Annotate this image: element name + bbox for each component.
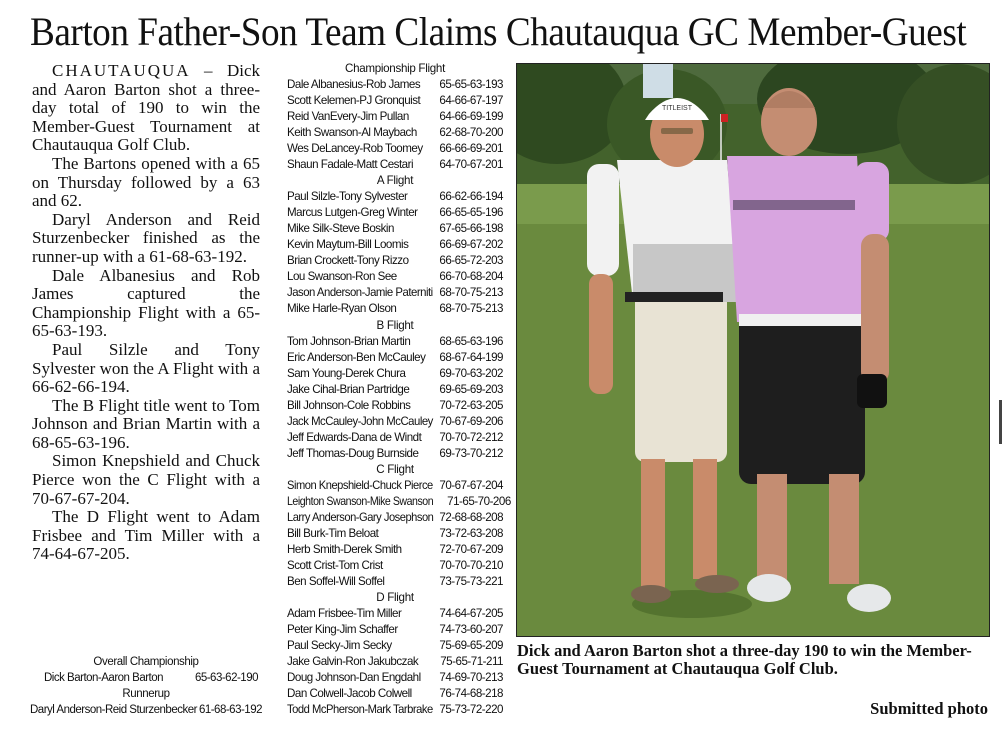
team-score: 75-65-71-211 xyxy=(440,655,503,669)
team-name: Mike Silk-Steve Boskin xyxy=(287,222,394,236)
result-row xyxy=(287,446,503,462)
belt-white xyxy=(739,314,863,326)
sandal xyxy=(695,575,739,593)
team-name: Brian Crockett-Tony Rizzo xyxy=(287,254,409,268)
team-name: Doug Johnson-Dan Engdahl xyxy=(287,671,421,685)
team-name: Bill Johnson-Cole Robbins xyxy=(287,398,411,412)
result-row xyxy=(287,157,503,173)
team-name: Dale Albanesius-Rob James xyxy=(287,78,421,92)
result-row xyxy=(287,686,503,702)
flight-heading: C Flight xyxy=(376,462,414,476)
team-score: 64-66-69-199 xyxy=(439,110,503,124)
overall-heading: Overall Championship xyxy=(93,656,199,668)
team-score: 64-66-67-197 xyxy=(439,94,503,108)
result-row xyxy=(287,125,503,141)
team-name: Paul Secky-Jim Secky xyxy=(287,639,392,653)
result-row xyxy=(30,670,262,686)
team-name: Herb Smith-Derek Smith xyxy=(287,542,402,556)
team-score: 65-65-63-193 xyxy=(439,78,503,92)
team-name: Ben Soffel-Will Soffel xyxy=(287,575,385,588)
result-row xyxy=(287,141,503,157)
team-name: Scott Kelemen-PJ Gronquist xyxy=(287,94,421,108)
result-row xyxy=(287,526,503,542)
team-name: Dick Barton-Aaron Barton xyxy=(44,672,164,684)
shorts-khaki xyxy=(635,292,727,462)
leg xyxy=(693,459,717,579)
team-name: Shaun Fadale-Matt Cestari xyxy=(287,158,414,172)
team-name: Jason Anderson-Jamie Paterniti xyxy=(287,286,433,300)
team-score: 76-74-68-218 xyxy=(439,687,503,701)
team-score: 61-68-63-192 xyxy=(198,704,262,716)
leg xyxy=(829,474,859,584)
team-score: 64-70-67-201 xyxy=(439,158,503,172)
result-row xyxy=(287,478,503,494)
team-score: 68-65-63-196 xyxy=(439,334,503,348)
team-name: Jeff Edwards-Dana de Windt xyxy=(287,430,422,444)
story-paragraph: Daryl Anderson and Reid Sturzenbecker finished as the runner-up with a 61-68-63-192. xyxy=(32,209,260,266)
team-name: Wes DeLancey-Rob Toomey xyxy=(287,142,423,156)
team-name: Tom Johnson-Brian Martin xyxy=(287,334,411,348)
sandal xyxy=(631,585,671,603)
story-paragraph: The B Flight title went to Tom Johnson and Brian Martin with a 68-65-63-196. xyxy=(32,395,260,452)
team-score: 75-73-72-220 xyxy=(439,703,503,717)
result-row xyxy=(287,702,503,718)
headline: Barton Father-Son Team Claims Chautauqua GC Member-Guest xyxy=(30,9,967,54)
team-name: Jack McCauley-John McCauley xyxy=(287,414,433,428)
photo-credit: Submitted photo xyxy=(870,699,988,718)
team-name: Eric Anderson-Ben McCauley xyxy=(287,350,426,364)
result-row xyxy=(287,285,503,301)
team-score: 68-70-75-213 xyxy=(439,302,503,316)
result-row xyxy=(287,301,503,317)
result-row xyxy=(287,606,503,622)
result-row xyxy=(287,542,503,558)
team-name: Lou Swanson-Ron See xyxy=(287,270,397,284)
team-name: Bill Burk-Tim Beloat xyxy=(287,526,379,540)
team-score: 69-73-70-212 xyxy=(439,446,503,460)
result-row xyxy=(287,414,503,430)
team-name: Peter King-Jim Schaffer xyxy=(287,623,398,637)
photo-caption: Dick and Aaron Barton shot a three-day 190 to win the Member-Guest Tournament at Chautauqua Golf Club. xyxy=(517,641,972,678)
team-name: Leighton Swanson-Mike Swanson xyxy=(287,494,434,508)
result-row xyxy=(287,510,503,526)
flight-heading: Championship Flight xyxy=(345,62,445,75)
team-score: 66-65-65-196 xyxy=(439,206,503,220)
result-row xyxy=(287,622,503,638)
glove xyxy=(857,374,887,408)
team-score: 70-67-69-206 xyxy=(439,414,503,428)
arm xyxy=(589,274,613,394)
team-score: 70-70-70-210 xyxy=(439,558,503,572)
shirt-stripe xyxy=(733,200,855,210)
runnerup-heading: Runnerup xyxy=(122,688,170,700)
leg xyxy=(641,459,665,589)
team-score: 68-67-64-199 xyxy=(439,350,503,364)
team-photo xyxy=(516,63,990,637)
team-score: 71-65-70-206 xyxy=(447,494,511,508)
team-name: Dan Colwell-Jacob Colwell xyxy=(287,687,412,701)
team-score: 66-69-67-202 xyxy=(439,238,503,252)
team-name: Paul Silzle-Tony Sylvester xyxy=(287,190,408,204)
story-paragraph: The Bartons opened with a 65 on Thursday followed by a 63 and 62. xyxy=(32,153,260,211)
team-name: Adam Frisbee-Tim Miller xyxy=(287,607,402,621)
team-score: 66-66-69-201 xyxy=(439,142,503,156)
sunglasses xyxy=(661,128,693,134)
team-name: Marcus Lutgen-Greg Winter xyxy=(287,206,418,220)
result-row xyxy=(287,237,503,253)
team-score: 73-72-63-208 xyxy=(439,526,503,540)
sky-gap xyxy=(643,64,673,98)
result-row xyxy=(287,221,503,237)
story-paragraph: Simon Knepshield and Chuck Pierce won the C Flight with a 70-67-67-204. xyxy=(32,451,260,508)
team-name: Keith Swanson-Al Maybach xyxy=(287,126,417,140)
flight-heading: A Flight xyxy=(376,174,414,188)
result-row xyxy=(287,398,503,414)
result-row xyxy=(287,350,503,366)
team-score: 62-68-70-200 xyxy=(439,126,503,140)
result-row xyxy=(287,253,503,269)
team-score: 70-70-72-212 xyxy=(439,430,503,444)
team-score: 74-73-60-207 xyxy=(439,623,503,637)
story-column xyxy=(32,62,260,564)
cap-logo: TITLEIST xyxy=(662,105,692,112)
team-score: 67-65-66-198 xyxy=(439,222,503,236)
flag xyxy=(721,114,728,122)
team-name: Jeff Thomas-Doug Burnside xyxy=(287,446,419,460)
result-row xyxy=(287,189,503,205)
story-paragraph: Paul Silzle and Tony Sylvester won the A Flight with a 66-62-66-194. xyxy=(32,339,260,397)
result-row xyxy=(287,654,503,670)
team-score: 74-69-70-213 xyxy=(439,671,503,685)
result-row xyxy=(287,205,503,221)
team-score: 72-70-67-209 xyxy=(439,542,503,556)
story-paragraph: Dale Albanesius and Rob James captured the Championship Flight with a 65-65-63-193. xyxy=(32,265,260,341)
team-name: Jake Galvin-Ron Jakubczak xyxy=(287,655,419,669)
leg xyxy=(757,474,787,584)
flight-results xyxy=(287,61,511,718)
result-row xyxy=(287,366,503,382)
team-score: 74-64-67-205 xyxy=(439,607,503,621)
team-name: Sam Young-Derek Chura xyxy=(287,366,406,380)
flight-heading: B Flight xyxy=(376,318,414,332)
sneaker xyxy=(847,584,891,612)
dateline: CHAUTAUQUA – xyxy=(52,61,215,80)
shirt-pink xyxy=(727,156,867,322)
team-score: 65-63-62-190 xyxy=(194,672,258,684)
result-row xyxy=(287,670,503,686)
flight-heading: D Flight xyxy=(376,591,414,605)
team-score: 70-67-67-204 xyxy=(439,478,503,492)
result-row xyxy=(287,93,503,109)
team-name: Jake Cihal-Brian Partridge xyxy=(287,382,410,396)
shorts-black xyxy=(739,314,865,484)
result-row xyxy=(287,494,511,510)
team-score: 69-70-63-202 xyxy=(439,366,503,380)
sleeve xyxy=(587,164,619,276)
team-name: Simon Knepshield-Chuck Pierce xyxy=(287,478,433,492)
team-name: Daryl Anderson-Reid Sturzenbecker xyxy=(30,704,197,716)
arm xyxy=(861,234,889,384)
result-row xyxy=(287,558,503,574)
story-paragraph: The D Flight went to Adam Frisbee and Tim Miller with a 74-64-67-205. xyxy=(32,507,260,564)
sleeve xyxy=(855,162,889,242)
result-row xyxy=(287,109,503,125)
result-row xyxy=(287,269,503,285)
result-row xyxy=(287,382,503,398)
story-paragraph xyxy=(32,62,260,155)
result-row xyxy=(287,574,503,590)
overall-results xyxy=(30,654,262,718)
team-name: Todd McPherson-Mark Tarbrake xyxy=(287,703,433,717)
team-name: Larry Anderson-Gary Josephson xyxy=(287,510,434,524)
result-row xyxy=(287,334,503,350)
team-score: 68-70-75-213 xyxy=(439,286,503,300)
team-score: 75-69-65-209 xyxy=(439,639,503,653)
team-score: 66-65-72-203 xyxy=(439,254,503,268)
result-row xyxy=(287,430,503,446)
result-row xyxy=(30,702,262,718)
belt xyxy=(625,292,723,302)
team-name: Kevin Maytum-Bill Loomis xyxy=(287,238,409,252)
result-row xyxy=(287,77,503,93)
team-score: 69-65-69-203 xyxy=(439,382,503,396)
team-name: Mike Harle-Ryan Olson xyxy=(287,302,397,316)
team-score: 70-72-63-205 xyxy=(439,398,503,412)
team-score: 66-70-68-204 xyxy=(439,270,503,284)
result-row xyxy=(287,638,503,654)
team-name: Scott Crist-Tom Crist xyxy=(287,558,383,572)
team-score: 72-68-68-208 xyxy=(439,510,504,524)
sneaker xyxy=(747,574,791,602)
team-score: 73-75-73-221 xyxy=(439,575,503,588)
photo-illustration xyxy=(517,64,989,636)
team-name: Reid VanEvery-Jim Pullan xyxy=(287,110,409,124)
team-score: 66-62-66-194 xyxy=(439,190,503,204)
story-lead-text: Dick and Aaron Barton shot a three-day total of 190 to win the Member-Guest Tournament at Chautauqua Golf Club. xyxy=(32,61,260,155)
